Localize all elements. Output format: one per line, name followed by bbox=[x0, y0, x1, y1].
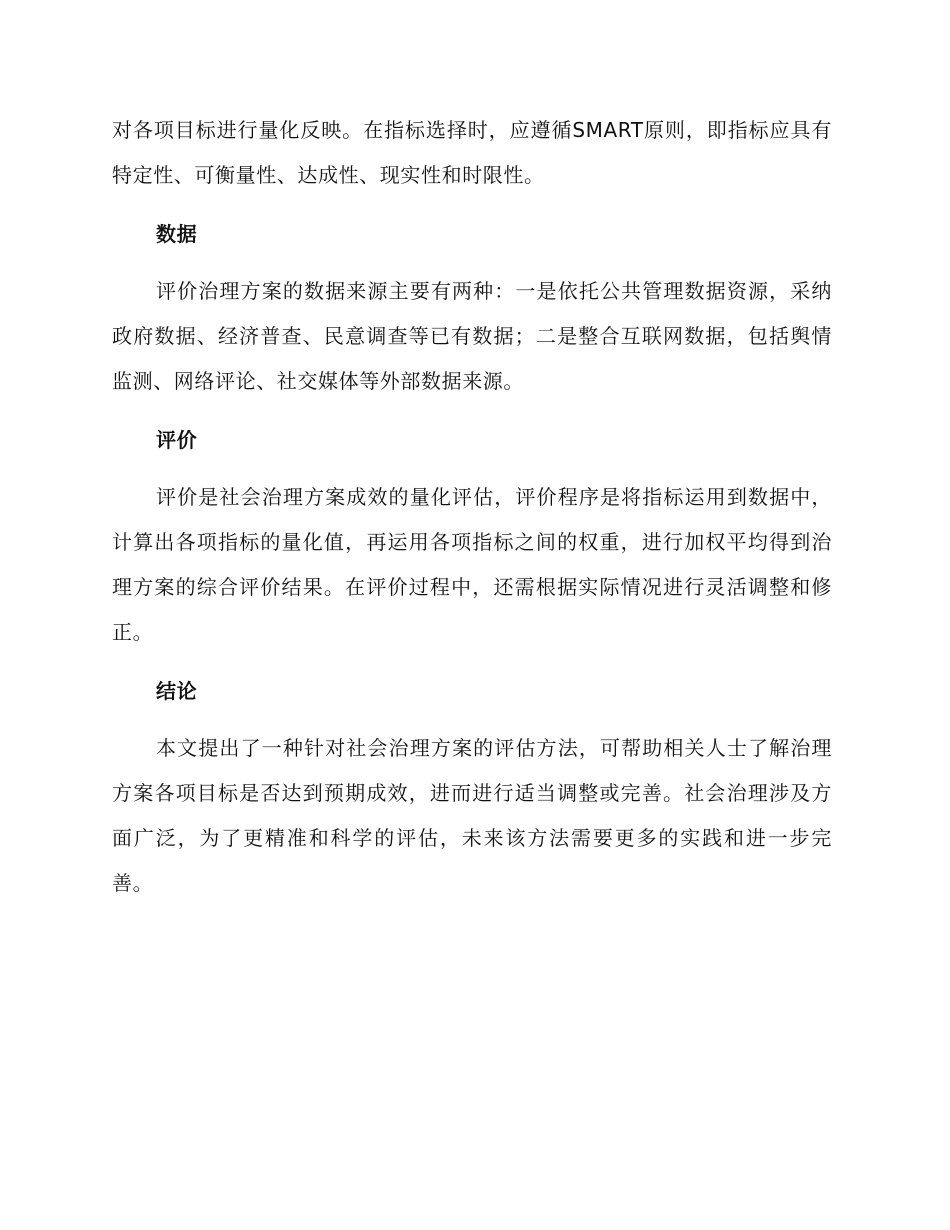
spacer bbox=[112, 714, 832, 726]
section-heading-evaluation: 评价 bbox=[156, 428, 198, 452]
spacer bbox=[112, 463, 832, 475]
spacer bbox=[112, 404, 832, 418]
intro-paragraph: 对各项目标进行量化反映。在指标选择时，应遵循SMART原则，即指标应具有特定性、可衡量性、达成性、现实性和时限性。 bbox=[112, 118, 832, 187]
document-body bbox=[112, 108, 832, 906]
section-body-data: 评价治理方案的数据来源主要有两种：一是依托公共管理数据资源，采纳政府数据、经济普查、民意调查等已有数据；二是整合互联网数据，包括舆情监测、网络评论、社交媒体等外部数据来源。 bbox=[112, 279, 832, 393]
section-heading-conclusion: 结论 bbox=[156, 679, 198, 703]
spacer bbox=[112, 655, 832, 669]
section-body-evaluation: 评价是社会治理方案成效的量化评估，评价程序是将指标运用到数据中，计算出各项指标的量化值，再运用各项指标之间的权重，进行加权平均得到治理方案的综合评价结果。在评价过程中，还需根据实际情况进行灵活调整和修正。 bbox=[112, 485, 832, 644]
spacer bbox=[112, 198, 832, 212]
section-body-conclusion: 本文提出了一种针对社会治理方案的评估方法，可帮助相关人士了解治理方案各项目标是否达到预期成效，进而进行适当调整或完善。社会治理涉及方面广泛，为了更精准和科学的评估，未来该方法需要更多的实践和进一步完善。 bbox=[112, 736, 832, 895]
section-heading-data: 数据 bbox=[156, 222, 198, 246]
spacer bbox=[112, 257, 832, 269]
